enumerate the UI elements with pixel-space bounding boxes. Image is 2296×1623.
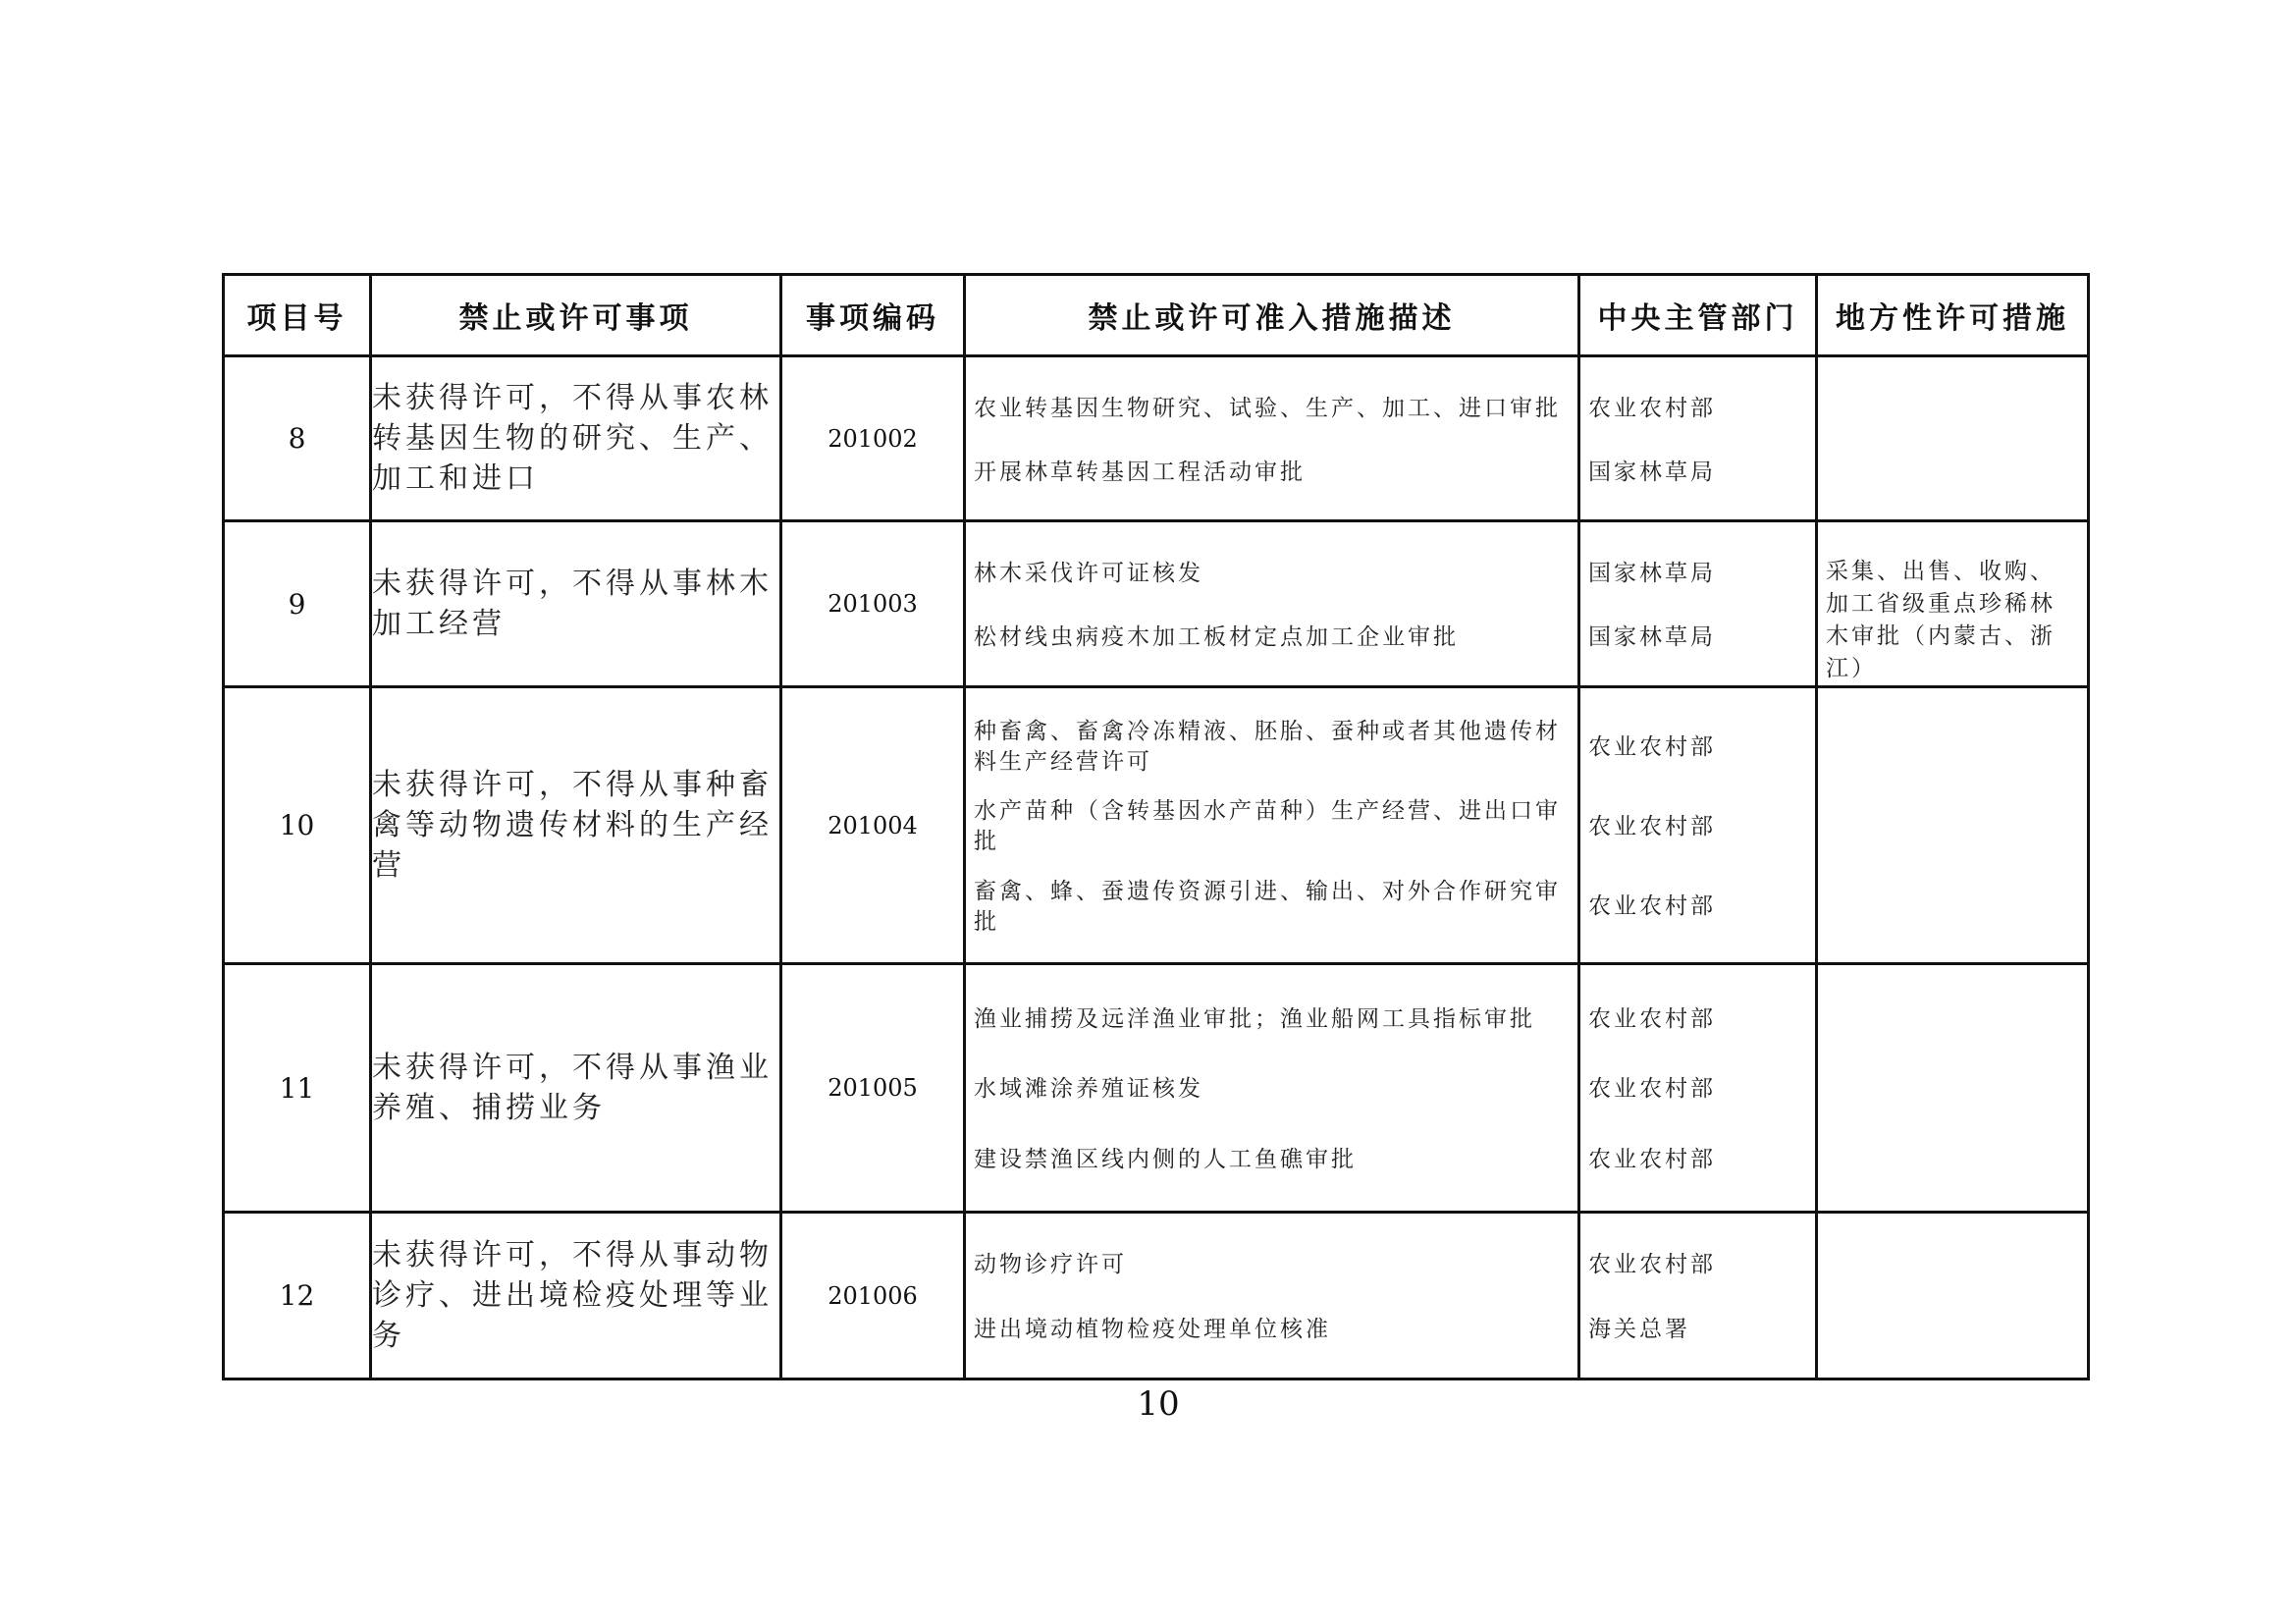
measure-desc: 渔业捕捞及远洋渔业审批；渔业船网工具指标审批 (974, 1005, 1535, 1032)
measure-dept: 农业农村部 (1588, 395, 1716, 421)
measure-dept: 农业农村部 (1588, 813, 1716, 839)
measure-desc: 松材线虫病疫木加工板材定点加工企业审批 (974, 624, 1459, 650)
row-depts (1579, 356, 1817, 521)
table-row (224, 687, 2089, 964)
row-measures (965, 964, 1579, 1213)
row-measures (965, 687, 1579, 964)
row-id: 8 (224, 356, 371, 521)
measure-dept: 海关总署 (1588, 1317, 1690, 1342)
page-number: 10 (1137, 1384, 1180, 1424)
row-id: 10 (224, 687, 371, 964)
row-local (1817, 356, 2089, 521)
measure-desc: 水域滩涂养殖证核发 (974, 1076, 1203, 1103)
measure-dept: 国家林草局 (1588, 561, 1716, 586)
local-measure (1818, 1279, 2087, 1313)
header-item: 禁止或许可事项 (371, 275, 781, 356)
row-item: 未获得许可，不得从事林木加工经营 (371, 521, 781, 687)
local-measure: 采集、出售、收购、加工省级重点珍稀林木审批（内蒙古、浙江） (1826, 559, 2056, 681)
row-code: 201003 (781, 521, 965, 687)
row-code: 201005 (781, 964, 965, 1213)
table-row (224, 356, 2089, 521)
measure-desc: 林木采伐许可证核发 (974, 561, 1203, 586)
table-header-row (224, 275, 2089, 356)
measure-dept: 农业农村部 (1588, 733, 1716, 760)
row-measures (965, 1213, 1579, 1380)
measure-desc: 开展林草转基因工程活动审批 (974, 459, 1306, 485)
row-depts (1579, 964, 1817, 1213)
measure-desc: 种畜禽、畜禽冷冻精液、胚胎、蚕种或者其他遗传材料生产经营许可 (974, 719, 1561, 776)
local-measure (1818, 1071, 2087, 1105)
measure-dept: 农业农村部 (1588, 1076, 1716, 1103)
measure-dept: 农业农村部 (1588, 893, 1716, 920)
measure-dept: 农业农村部 (1588, 1147, 1716, 1173)
row-item: 未获得许可，不得从事渔业养殖、捕捞业务 (371, 964, 781, 1213)
measure-desc: 畜禽、蜂、蚕遗传资源引进、输出、对外合作研究审批 (974, 878, 1561, 935)
measure-dept: 国家林草局 (1588, 459, 1716, 485)
row-id: 12 (224, 1213, 371, 1380)
header-desc: 禁止或许可准入措施描述 (965, 275, 1579, 356)
measure-dept: 农业农村部 (1588, 1252, 1716, 1277)
row-id: 9 (224, 521, 371, 687)
header-dept: 中央主管部门 (1579, 275, 1817, 356)
header-code: 事项编码 (781, 275, 965, 356)
measure-desc: 动物诊疗许可 (974, 1252, 1127, 1277)
measure-desc: 农业转基因生物研究、试验、生产、加工、进口审批 (974, 395, 1561, 421)
header-id: 项目号 (224, 275, 371, 356)
row-code: 201006 (781, 1213, 965, 1380)
row-local (1817, 1213, 2089, 1380)
local-measure (1818, 809, 2087, 842)
table-row (224, 1213, 2089, 1380)
row-local (1817, 521, 2089, 687)
row-measures (965, 521, 1579, 687)
row-code: 201002 (781, 356, 965, 521)
local-measure (1818, 422, 2087, 456)
row-depts (1579, 687, 1817, 964)
row-code: 201004 (781, 687, 965, 964)
table-row (224, 964, 2089, 1213)
measure-desc: 建设禁渔区线内侧的人工鱼礁审批 (974, 1147, 1357, 1173)
row-measures (965, 356, 1579, 521)
row-local (1817, 687, 2089, 964)
row-depts (1579, 521, 1817, 687)
table-row (224, 521, 2089, 687)
row-id: 11 (224, 964, 371, 1213)
measure-dept: 国家林草局 (1588, 624, 1716, 650)
row-depts (1579, 1213, 1817, 1380)
measure-desc: 进出境动植物检疫处理单位核准 (974, 1317, 1331, 1342)
row-item: 未获得许可，不得从事农林转基因生物的研究、生产、加工和进口 (371, 356, 781, 521)
permit-table (222, 273, 2090, 1380)
measure-dept: 农业农村部 (1588, 1005, 1716, 1032)
row-item: 未获得许可，不得从事种畜禽等动物遗传材料的生产经营 (371, 687, 781, 964)
row-item: 未获得许可，不得从事动物诊疗、进出境检疫处理等业务 (371, 1213, 781, 1380)
row-local (1817, 964, 2089, 1213)
header-local: 地方性许可措施 (1817, 275, 2089, 356)
measure-desc: 水产苗种（含转基因水产苗种）生产经营、进出口审批 (974, 798, 1561, 855)
